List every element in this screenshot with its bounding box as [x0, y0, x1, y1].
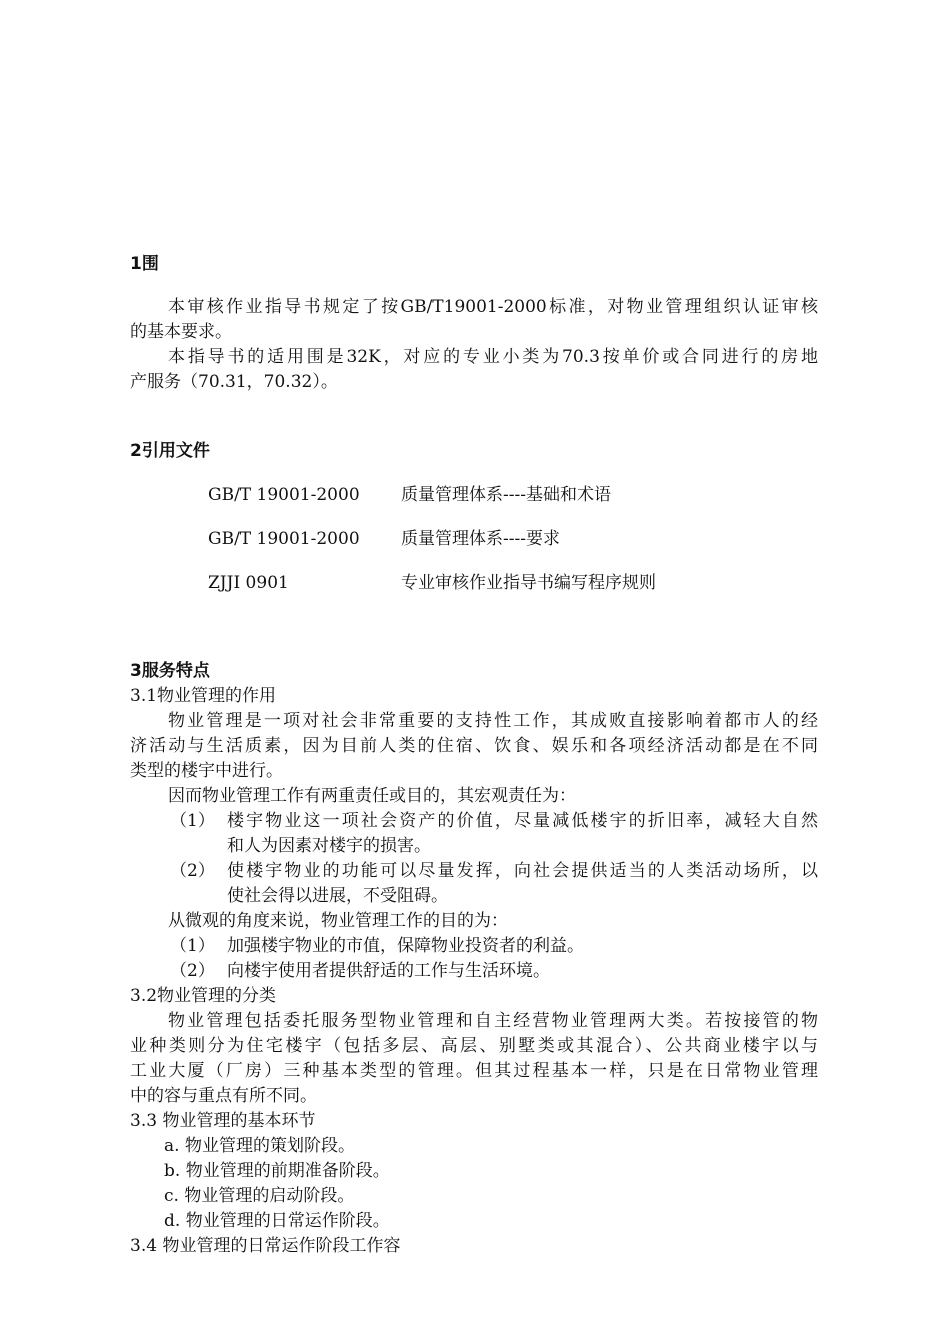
reference-title: 质量管理体系----基础和术语	[401, 485, 611, 505]
subsection-3-4-heading: 3.4 物业管理的日常运作阶段工作容	[130, 1236, 401, 1256]
macro-item-1-number: （1）	[170, 811, 215, 831]
reference-title: 专业审核作业指导书编写程序规则	[401, 573, 656, 593]
subsection-3-1-heading: 3.1物业管理的作用	[130, 686, 277, 706]
macro-item-2-number: （2）	[170, 861, 215, 881]
section-3-heading: 3服务特点	[130, 661, 210, 681]
step-item: c. 物业管理的启动阶段。	[164, 1186, 355, 1206]
step-item: a. 物业管理的策划阶段。	[164, 1136, 355, 1156]
s1-paragraph-2-line-2: 产服务（70.31，70.32）。	[130, 372, 338, 392]
s3-1-micro-intro: 从微观的角度来说，物业管理工作的目的为：	[168, 911, 508, 931]
reference-code: GB/T 19001-2000	[208, 529, 360, 549]
macro-item-2-line-2: 使社会得以进展，不受阻碍。	[227, 886, 448, 906]
s3-2-paragraph-line-4: 中的容与重点有所不同。	[130, 1086, 317, 1106]
macro-item-2-line-1: 使楼宇物业的功能可以尽量发挥，向社会提供适当的人类活动场所，以	[227, 861, 818, 881]
s1-paragraph-1-line-1: 本审核作业指导书规定了按GB/T19001-2000标准，对物业管理组织认证审核	[168, 297, 818, 317]
section-1-heading: 1围	[130, 254, 159, 274]
s3-2-paragraph-line-1: 物业管理包括委托服务型物业管理和自主经营物业管理两大类。若按接管的物	[168, 1011, 818, 1031]
s3-2-paragraph-line-2: 业种类则分为住宅楼宇（包括多层、高层、别墅类或其混合）、公共商业楼宇以与	[130, 1036, 818, 1056]
section-2-heading: 2引用文件	[130, 441, 210, 461]
s1-paragraph-2-line-1: 本指导书的适用围是32K，对应的专业小类为70.3按单价或合同进行的房地	[168, 347, 818, 367]
s3-1-paragraph-line-2: 济活动与生活质素，因为目前人类的住宿、饮食、娱乐和各项经济活动都是在不同	[130, 736, 818, 756]
micro-item-2-text: 向楼宇使用者提供舒适的工作与生活环境。	[227, 961, 550, 981]
macro-item-1-line-1: 楼宇物业这一项社会资产的价值，尽量减低楼宇的折旧率，减轻大自然	[227, 811, 818, 831]
reference-code: ZJJI 0901	[208, 573, 289, 593]
subsection-3-3-heading: 3.3 物业管理的基本环节	[130, 1111, 316, 1131]
subsection-3-2-heading: 3.2物业管理的分类	[130, 986, 277, 1006]
step-item: d. 物业管理的日常运作阶段。	[164, 1211, 390, 1231]
s3-1-paragraph-line-1: 物业管理是一项对社会非常重要的支持性工作，其成败直接影响着都市人的经	[168, 711, 818, 731]
macro-item-1-line-2: 和人为因素对楼宇的损害。	[227, 836, 431, 856]
reference-title: 质量管理体系----要求	[401, 529, 560, 549]
micro-item-1-number: （1）	[170, 936, 215, 956]
s3-2-paragraph-line-3: 工业大厦（厂房）三种基本类型的管理。但其过程基本一样，只是在日常物业管理	[130, 1061, 818, 1081]
s3-1-macro-intro: 因而物业管理工作有两重责任或目的，其宏观责任为：	[168, 786, 576, 806]
s3-1-paragraph-line-3: 类型的楼宇中进行。	[130, 761, 283, 781]
s1-paragraph-1-line-2: 的基本要求。	[130, 322, 232, 342]
micro-item-1-text: 加强楼宇物业的市值，保障物业投资者的利益。	[227, 936, 584, 956]
micro-item-2-number: （2）	[170, 961, 215, 981]
step-item: b. 物业管理的前期准备阶段。	[164, 1161, 390, 1181]
reference-code: GB/T 19001-2000	[208, 485, 360, 505]
